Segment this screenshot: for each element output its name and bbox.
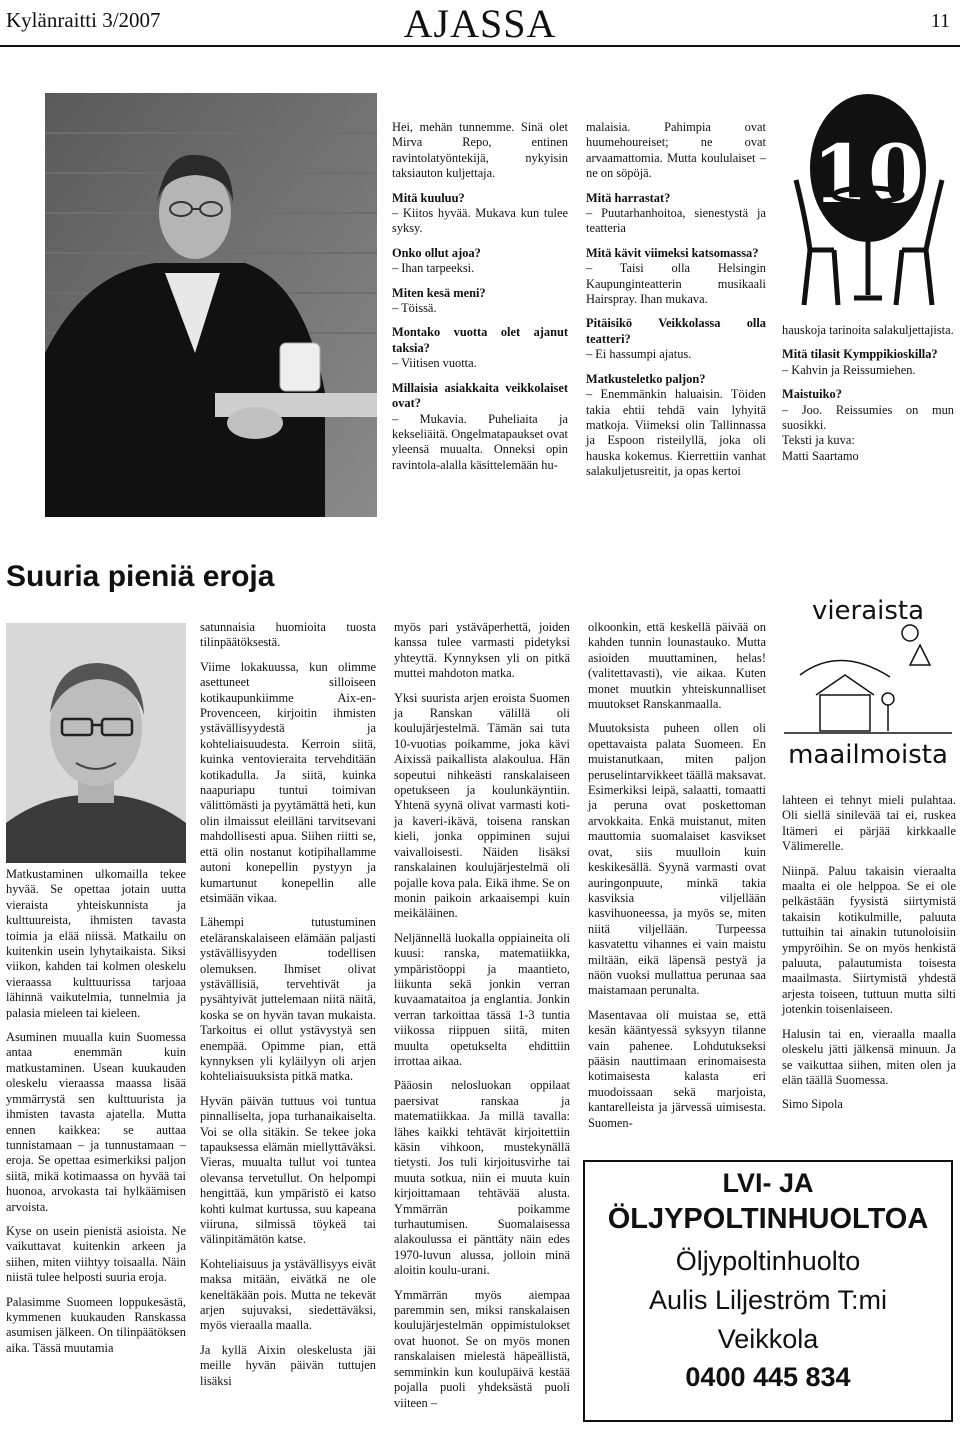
article-paragraph: satunnaisia huomioita tuosta tilinpäätöksestä. [200,620,376,650]
article-paragraph: Kyse on usein pienistä asioista. Ne vaikuttavat kuitenkin arkeen ja siihen, miten viihtyy toisaalla. Näin niistä tulee helposti suuria eroja. [6,1223,186,1285]
article-paragraph: Asuminen muualla kuin Suomessa antaa enemmän kuin matkustaminen. Usean kuukauden oleskelu vieraassa maassa lisää ymmärrystä sen kulttuurista ja ihmisten tavasta ajatella. Mutta ennen kaikkea: se auttaa tunnistamaan – ja tunnustamaan – eroja. Se opettaa esimerkiksi paljon siitä, mikä kotimaassa on hyvää tai huonoa, arvokasta tai hylkäämisen arvoista. [6,1030,186,1214]
interview-answer: – Enemmänkin haluaisin. Töiden takia ehtii tehdä vain lyhyitä matkoja. Viimeksi olin Tallinnassa ja Espoon risteilyllä, joka oli hauska kokemus. Kierrettiin vanhat salakuljetusreitit, ja opas kertoi [586,387,766,479]
ad-location: Veikkola [717,1324,819,1355]
article-paragraph: Niinpä. Paluu takaisin vieraalta maalta ei ole helppoa. Se ei ole pelkästään fyysistä siirtymistä takaisin kotikulmille, paluuta tuttuihin tai ainakin tutunoloisiin ympyröihin. Se on myös henkistä paluuta, palautumista toisesta maailmasta. Siirtymistä yhdestä arjesta toiseen, tuttuun mutta silti jotenkin toisenlaiseen. [782,863,956,1017]
interview-question: Millaisia asiakkaita veikkolaiset ovat? [392,380,568,411]
logo-text-bottom: maailmoista [788,740,948,770]
interview-answer: – Töissä. [392,301,437,316]
article-column-2 [200,620,376,1398]
article-paragraph: Neljännellä luokalla oppiaineita oli kuusi: ranska, matematiikka, ympäristöoppi ja maantieto, liikunta sekä jonkin verran kuvaamataitoa ja englantia. Jonkin verran tarkoittaa tässä 1-3 tuntia viikossa riippuen siitä, miten muulta opetukselta ehdittiin irrottaa aikaa. [394,930,570,1068]
byline-name: Matti Saartamo [782,448,859,463]
article-title: Suuria pieniä eroja [6,560,275,593]
header-rule [0,45,960,47]
interview-intro: Hei, mehän tunnemme. Sinä olet Mirva Repo, entinen ravintolatyöntekijä, nykyisin taksiauton kuljettaja. [392,120,568,181]
interview-question: Mitä tilasit Kymppikioskilla? [782,347,938,362]
article-paragraph: Halusin tai en, vieraalla maalla oleskelu jätti jälkensä minuun. Ja se vaikuttaa siihen, miten olen ja elän täällä Suomessa. [782,1026,956,1087]
logo-ten-label: 10 [812,127,924,221]
article-paragraph: Yksi suurista arjen eroista Suomen ja Ranskan välillä oli koulujärjestelmä. Tämän sai tuta 10-vuotias poikamme, joka kävi Aixissä paikallista alakoulua. Hän sopeutui nihkeästi ranskalaiseen opetukseen ja koulunkäyntiin. Yhtenä syynä olivat varmasti koti- ja kaveri-ikävä, toisena ranskan kieli, jonka oppiminen sujui vaivalloisesti. Näiden lisäksi ranskalainen koulujärjestelmä oli pojalle kova pala. Eikä ihme. Se on monin paikoin arkaaisempi kuin meikäläinen. [394,690,570,921]
article-author: Simo Sipola [782,1097,843,1112]
article-paragraph: Matkustaminen ulkomailla tekee hyvää. Se opettaa jotain uutta vieraista yhteiskunnista ja kulttuureista, ihmisten tavasta toimia ja elää niissä. Matkailu on kuitenkin usein lyhytaikaista. Siksi viikon, kahden tai kolmen oleskelu vieraassa kulttuurissa tarjoaa lähinnä vaikutelmia, tunnelmia ja palasia mieleen tai kieleen. [6,867,186,1020]
article-paragraph: Kohteliaisuus ja ystävällisyys eivät maksa mitään, eivätkä ne ole keneltäkään pois. Mutta ne tekevät arjen sujuvaksi, siedettäväksi, myös vieraalla maalla. [200,1256,376,1333]
interview-answer: – Kiitos hyvää. Mukava kun tulee syksy. [392,206,568,236]
interview-answer: – Mukavia. Puheliaita ja kekseliäitä. Ongelmatapaukset ovat yleensä muualta. Onneksi opin ravintola-alalla käsittelemään hu- [392,411,568,472]
interview-question: Mitä kävit viimeksi katsomassa? [586,245,759,260]
interview-question: Matkusteletko paljon? [586,371,706,386]
advertisement [583,1160,953,1422]
interview-answer: – Viitisen vuotta. [392,356,477,371]
interview-continuation: malaisia. Pahimpia ovat huumehoureiset; ne ovat arvaamattomia. Mutta koululaiset – ne on söpöjä. [586,120,766,181]
interview-answer: – Joo. Reissumies on mun suosikki. [782,402,954,433]
interview-answer: – Ihan tarpeeksi. [392,261,475,276]
page-number: 11 [930,10,950,32]
article-paragraph: Muutoksista puheen ollen oli opettavaista palata Suomeen. En muistanutkaan, miten paljon peruselintarvikkeet täällä maksavat. Esimerkiksi leipä, salaatti, tomaatti ja peruna ovat poskettoman arvokkaita. Enkä muistanut, miten mauttomia suomalaiset kasvikset ovat, siis muulloin kuin keskikesällä. Syynä varmasti ovat auringonpuute, minkä takia kasviksia viljellään kasvihuoneessa, ja myös se, miten niitä viljellään. Turpeessa kasvatettu vihannes ei vain maistu miltään, eikä läpensä pestyä ja näön vuoksi mullattua perunaa saa maistamaan perunalta. [588,721,766,998]
interview-question: Montako vuotta olet ajanut taksia? [392,325,568,355]
interview-column-1 [392,120,568,482]
byline-label: Teksti ja kuva: [782,433,855,448]
interview-column-3 [782,323,954,464]
article-paragraph: Ja kyllä Aixin oleskelusta jäi meille hyvän päivän tuttujen lisäksi [200,1342,376,1388]
article-column-3 [394,620,570,1420]
interview-answer: – Taisi olla Helsingin Kaupunginteatterin musikaali Hairspray. Ihan mukava. [586,261,766,307]
interview-column-2 [586,120,766,489]
article-column-5 [782,793,956,1122]
ad-headline: ÖLJYPOLTINHUOLTOA [607,1203,929,1236]
article-column-1 [6,867,186,1365]
interview-question: Onko ollut ajoa? [392,245,481,260]
interview-question: Mitä kuuluu? [392,190,465,205]
interview-answer: – Kahvin ja Reissumiehen. [782,362,916,377]
interview-question: Maistuiko? [782,387,842,402]
ad-company: Aulis Liljeström T:mi [648,1285,888,1316]
interview-answer: – Puutarhanhoitoa, sienestystä ja teatteria [586,206,766,236]
article-paragraph: Palasimme Suomeen loppukesästä, kymmenen kuukauden Ranskassa asumisen jälkeen. On tilinpäätöksen aika. Tässä muutamia [6,1294,186,1355]
logo-text-top: vieraista [811,596,925,626]
issue-label: Kylänraitti 3/2007 [6,8,161,32]
section-title: AJASSA [403,1,557,46]
article-paragraph: Ymmärrän myös aiempaa paremmin sen, miksi ranskalaisen koulujärjestelmän oppimistulokset ovat huonot. Se on myös monen ranskalaisen mielestä häpeällistä, semminkin kun koulupäivä kestää pojalla puoli yhdeksästä puoli viiteen – [394,1287,570,1410]
article-paragraph: Hyvän päivän tuttuus voi tuntua pinnalliselta, jopa turhanaikaiselta. Voi se olla sitäkin. Se tekee joka tapauksessa elämän miellyttäväksi. Vieras, muualta tullut voi tuntea olevansa tervetullut. On helpompi hengittää, kun ympäristö ei katso kohti kulmat kurtussa, suu kapeana viiruna, silmissä töykeä tai välinpitämätön katse. [200,1093,376,1247]
ad-line: Öljypoltinhuolto [675,1246,861,1277]
interview-continuation: hauskoja tarinoita salakuljettajista. [782,323,954,337]
article-paragraph: lahteen ei tehnyt mieli pulahtaa. Oli siellä sinilevää tai ei, ruskea Itämeri ei pärjää kirkkaalle Välimerelle. [782,793,956,854]
article-column-4 [588,620,766,1140]
interview-photo [45,93,377,517]
article-paragraph: Pääosin nelosluokan oppilaat paersivat ranskaa ja matematiikkaa. Ja millä tavalla: lähes kaikki tehtävät kirjoitettiin käsin vihkoon, mustekynällä tietysti. Jos tuli kirjoitusvirhe tai muuta sotkua, niin ei muuta kuin kirjoittamaan tehtävää alusta. Ymmärrän poikamme turhautumisen. Suomalaisessa alakoulussa ei pänttäty näin edes 1970-luvun alussa, jolloin minä aloitin koulu-urani. [394,1078,570,1278]
article-paragraph: Viime lokakuussa, kun olimme asettuneet silloiseen kotikaupunkiimme Aix-en-Provenceen, kirjoitin ihmisten ystävällisyydestä ja kohteliaisuudesta. Kerroin siitä, kuinka ventovieraita tervehditään kotikadulla. Ja siitä, kuinka naapuriapu tuntui toimivan välittömästi ja pyytämättä heti, kun olin ilmaissut eleilläni tarvitsevani mahdollisesti apua. Siihen riitti se, että olin nostanut kotipihallamme autoni konepellin pystyyn ja kumartunut konepellin alle etsimään vikaa. [200,659,376,905]
article-paragraph: Masentavaa oli muistaa se, että kesän kääntyessä syksyyn tilanne vain pahenee. Lohdutukseksi pääsin nauttimaan erinomaisesta kotimaisesta kalasta eri muodoissaan sekä marjoista, kantarelleista ja järvessä uimisesta. Suomen- [588,1007,766,1130]
article-paragraph: olkoonkin, että keskellä päivää on kahden tunnin lounastauko. Mutta asioiden muuttaminen, helas! (valitettavasti), vie aikaa. Kuten monet muutkin yhteiskunnalliset muutokset Ranskanmaalla. [588,620,766,712]
ad-phone: 0400 445 834 [685,1361,851,1392]
interview-question: Mitä harrastat? [586,190,671,205]
interview-question: Pitäisikö Veikkolassa olla teatteri? [586,316,766,346]
article-paragraph: Lähempi tutustuminen eteläranskalaiseen elämään paljasti ystävällisyyden todellisen olemuksen. Ihmiset olivat ystävällisiä, tervehtivät ja pysähtyivät juttelemaan niitä näitä, koska se on hyvän tavan mukaista. Tarkoitus ei ollut ystävystyä sen enempää. Opimme pian, että kynnyksen yli kyläilyyn oli arjen kohteliaisuuksista pitkä matka. [200,915,376,1084]
interview-answer: – Ei hassumpi ajatus. [586,347,692,362]
kioski-logo [776,90,956,315]
author-photo [6,623,186,863]
article-paragraph: myös pari ystäväperhettä, joiden kanssa tulee varmasti pidetyksi yhteyttä. Kynnyksen yli on pitkä muttei mahdoton matka. [394,620,570,681]
interview-question: Miten kesä meni? [392,285,486,300]
column-logo [780,585,956,775]
ad-line: LVI- JA [722,1168,814,1198]
